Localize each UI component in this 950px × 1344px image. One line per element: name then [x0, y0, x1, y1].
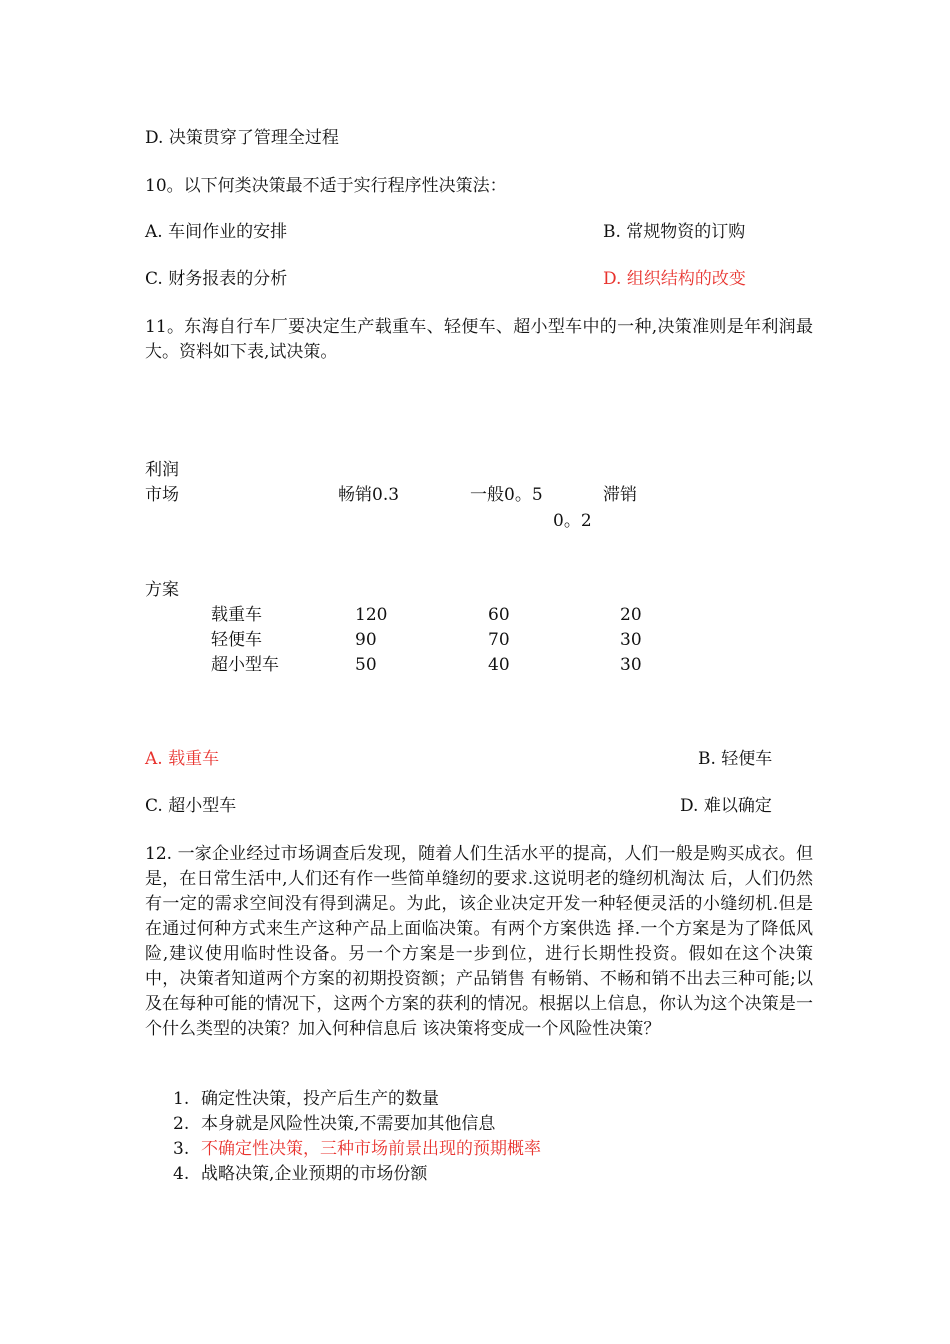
- q10-stem: 10。以下何类决策最不适于实行程序性决策法：: [145, 176, 507, 196]
- q12-option-1: [173, 1086, 439, 1112]
- q10-option-a: A. 车间作业的安排: [145, 222, 288, 242]
- table-cell: 60: [488, 605, 510, 625]
- q11-option-c: C. 超小型车: [145, 796, 237, 816]
- option-text: 战略决策,企业预期的市场份额: [201, 1164, 428, 1184]
- option-text: 本身就是风险性决策,不需要加其他信息: [201, 1114, 496, 1134]
- table-row-name: 载重车: [211, 605, 262, 625]
- table-header-good: 畅销0.3: [338, 485, 400, 505]
- q12-option-4: [173, 1161, 427, 1187]
- table-cell: 30: [620, 630, 642, 650]
- option-number: 4.: [173, 1164, 190, 1184]
- table-row-name: 超小型车: [211, 655, 279, 675]
- option-number: 2.: [173, 1114, 190, 1134]
- q12-stem: 12. 一家企业经过市场调查后发现，随着人们生活水平的提高，人们一般是购买成衣。但是，在日常生活中,人们还有作一些简单缝纫的要求.这说明老的缝纫机淘汰 后，人们仍然有一定的需求空间没有得到满足。为此，该企业决定开发一种轻便灵活的小缝纫机.但是在通过何种方式来生产这种产品上面临决策。有两个方案供选 择.一个方案是为了降低风险,建议使用临时性设备。另一个方案是一步到位，进行长期性投资。假如在这个决策中，决策者知道两个方案的初期投资额；产品销售 有畅销、不畅和销不出去三种可能;以及在每种可能的情况下，这两个方案的获利的情况。根据以上信息，你认为这个决策是一个什么类型的决策？加入何种信息后 该决策将变成一个风险性决策？: [145, 844, 813, 1039]
- option-number: 1.: [173, 1089, 190, 1109]
- table-row-name: 轻便车: [211, 630, 262, 650]
- table-cell: 50: [355, 655, 377, 675]
- table-header-poor: 滞销: [603, 485, 637, 505]
- q11-option-a-answer: A. 载重车: [145, 749, 220, 769]
- table-cell: 20: [620, 605, 642, 625]
- table-cell: 40: [488, 655, 510, 675]
- q12-option-3-answer: [173, 1136, 541, 1162]
- option-number: 3.: [173, 1139, 190, 1159]
- q10-option-c: C. 财务报表的分析: [145, 269, 288, 289]
- q11-stem: 11。东海自行车厂要决定生产载重车、轻便车、超小型车中的一种,决策准则是年利润最大。资料如下表,试决策。: [145, 317, 813, 362]
- table-header-poor-probability: 0。2: [553, 511, 592, 531]
- table-corner-market: 市场: [145, 485, 179, 505]
- table-cell: 90: [355, 630, 377, 650]
- q10-option-b: B. 常规物资的订购: [603, 222, 746, 242]
- q11-option-d: D. 难以确定: [680, 796, 772, 816]
- table-cell: 120: [355, 605, 388, 625]
- table-corner-plan: 方案: [145, 580, 179, 600]
- table-cell: 30: [620, 655, 642, 675]
- table-header-normal: 一般0。5: [470, 485, 543, 505]
- option-text: 不确定性决策，三种市场前景出现的预期概率: [201, 1139, 541, 1159]
- option-text: 确定性决策，投产后生产的数量: [201, 1089, 439, 1109]
- q12-option-2: [173, 1111, 495, 1137]
- q11-option-b: B. 轻便车: [698, 749, 773, 769]
- table-cell: 70: [488, 630, 510, 650]
- q9-option-d: D. 决策贯穿了管理全过程: [145, 128, 339, 148]
- table-corner-profit: 利润: [145, 460, 179, 480]
- q10-option-d-answer: D. 组织结构的改变: [603, 269, 746, 289]
